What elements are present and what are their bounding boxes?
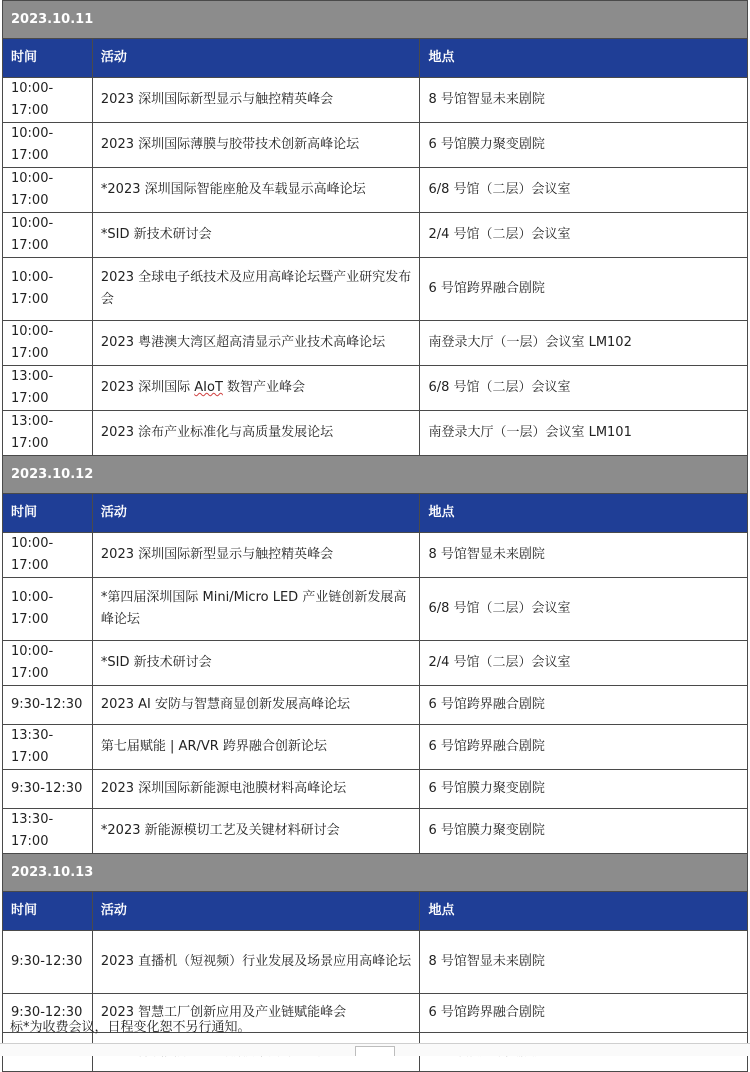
activity-cell: 2023 涂布产业标准化与高质量发展论坛 xyxy=(92,411,420,456)
activity-cell: 2023 粤港澳大湾区超高清显示产业技术高峰论坛 xyxy=(92,321,420,366)
time-cell: 9:30-12:30 xyxy=(3,931,93,994)
time-cell: 9:30-12:30 xyxy=(3,686,93,725)
activity-text-post: 数智产业峰会 xyxy=(222,380,306,395)
location-cell: 6/8 号馆（二层）会议室 xyxy=(420,578,748,641)
activity-cell: *第四届深圳国际 Mini/Micro LED 产业链创新发展高峰论坛 xyxy=(92,578,420,641)
table-row xyxy=(3,770,748,809)
location-cell: 6 号馆膜力聚变剧院 xyxy=(420,123,748,168)
table-row xyxy=(3,366,748,411)
location-cell: 南登录大厅（一层）会议室 LM102 xyxy=(420,321,748,366)
time-cell: 10:00-17:00 xyxy=(3,258,93,321)
time-cell: 13:30-17:00 xyxy=(3,809,93,854)
activity-cell: 2023 深圳国际新型显示与触控精英峰会 xyxy=(92,78,420,123)
time-cell: 10:00-17:00 xyxy=(3,533,93,578)
table-row xyxy=(3,641,748,686)
table-row xyxy=(3,533,748,578)
location-cell: 8 号馆智显未来剧院 xyxy=(420,931,748,994)
header-activity: 活动 xyxy=(92,892,420,931)
activity-cell: 2023 直播机（短视频）行业发展及场景应用高峰论坛 xyxy=(92,931,420,994)
activity-cell: 2023 深圳国际新型显示与触控精英峰会 xyxy=(92,533,420,578)
header-location: 地点 xyxy=(420,892,748,931)
activity-cell: *SID 新技术研讨会 xyxy=(92,213,420,258)
activity-cell: 2023 智慧工厂创新应用及产业链赋能峰会 xyxy=(92,994,420,1033)
table-row xyxy=(3,931,748,994)
table-row xyxy=(3,411,748,456)
activity-cell: 2023 全球电子纸技术及应用高峰论坛暨产业研究发布会 xyxy=(92,258,420,321)
activity-cell xyxy=(92,366,420,411)
location-cell: 2/4 号馆（二层）会议室 xyxy=(420,213,748,258)
table-row xyxy=(3,123,748,168)
time-cell: 9:30-12:30 xyxy=(3,994,93,1033)
date-label: 2023.10.13 xyxy=(3,854,748,892)
header-activity: 活动 xyxy=(92,494,420,533)
date-label: 2023.10.12 xyxy=(3,456,748,494)
activity-cell: 2023 深圳国际薄膜与胶带技术创新高峰论坛 xyxy=(92,123,420,168)
location-cell: 6 号馆跨界融合剧院 xyxy=(420,994,748,1033)
activity-cell: 2023 深圳国际新能源电池膜材料高峰论坛 xyxy=(92,770,420,809)
location-cell: 2/4 号馆（二层）会议室 xyxy=(420,641,748,686)
table-row xyxy=(3,578,748,641)
time-cell: 10:00-17:00 xyxy=(3,78,93,123)
activity-cell: *SID 新技术研讨会 xyxy=(92,641,420,686)
activity-cell: *2023 新能源模切工艺及关键材料研讨会 xyxy=(92,809,420,854)
location-cell: 南登录大厅（一层）会议室 LM101 xyxy=(420,411,748,456)
header-row xyxy=(3,892,748,931)
header-time: 时间 xyxy=(3,39,93,78)
location-cell: 6/8 号馆（二层）会议室 xyxy=(420,168,748,213)
header-location: 地点 xyxy=(420,39,748,78)
table-row xyxy=(3,725,748,770)
footnote: 标*为收费会议，日程变化恕不另行通知。 xyxy=(10,1020,251,1035)
time-cell: 9:30-12:30 xyxy=(3,770,93,809)
location-cell: 6 号馆膜力聚变剧院 xyxy=(420,809,748,854)
location-cell: 6 号馆跨界融合剧院 xyxy=(420,725,748,770)
date-row xyxy=(3,854,748,892)
header-time: 时间 xyxy=(3,892,93,931)
header-time: 时间 xyxy=(3,494,93,533)
location-cell: 6/8 号馆（二层）会议室 xyxy=(420,366,748,411)
table-row xyxy=(3,258,748,321)
table-row xyxy=(3,686,748,725)
location-cell: 6 号馆跨界融合剧院 xyxy=(420,258,748,321)
activity-cell: 第七届赋能 | AR/VR 跨界融合创新论坛 xyxy=(92,725,420,770)
time-cell: 10:00-17:00 xyxy=(3,641,93,686)
table-row xyxy=(3,321,748,366)
time-cell: 13:30-17:00 xyxy=(3,725,93,770)
header-activity: 活动 xyxy=(92,39,420,78)
activity-text-pre: 2023 深圳国际 xyxy=(100,380,195,395)
date-label: 2023.10.11 xyxy=(3,1,748,39)
table-row xyxy=(3,213,748,258)
time-cell: 10:00-17:00 xyxy=(3,321,93,366)
location-cell: 6 号馆膜力聚变剧院 xyxy=(420,770,748,809)
date-row xyxy=(3,456,748,494)
header-row xyxy=(3,494,748,533)
time-cell: 13:00-17:00 xyxy=(3,411,93,456)
location-cell: 6 号馆跨界融合剧院 xyxy=(420,686,748,725)
time-cell: 10:00-17:00 xyxy=(3,213,93,258)
location-cell: 8 号馆智显未来剧院 xyxy=(420,533,748,578)
date-row xyxy=(3,1,748,39)
table-row xyxy=(3,809,748,854)
time-cell: 10:00-17:00 xyxy=(3,578,93,641)
spellcheck-marked-word: AIoT xyxy=(194,380,223,395)
header-location: 地点 xyxy=(420,494,748,533)
location-cell: 8 号馆智显未来剧院 xyxy=(420,78,748,123)
header-row xyxy=(3,39,748,78)
table-row xyxy=(3,168,748,213)
activity-cell: *2023 深圳国际智能座舱及车载显示高峰论坛 xyxy=(92,168,420,213)
activity-cell: 2023 AI 安防与智慧商显创新发展高峰论坛 xyxy=(92,686,420,725)
time-cell: 13:00-17:00 xyxy=(3,366,93,411)
time-cell: 10:00-17:00 xyxy=(3,123,93,168)
time-cell: 10:00-17:00 xyxy=(3,168,93,213)
table-row xyxy=(3,78,748,123)
schedule-table xyxy=(2,0,748,1072)
